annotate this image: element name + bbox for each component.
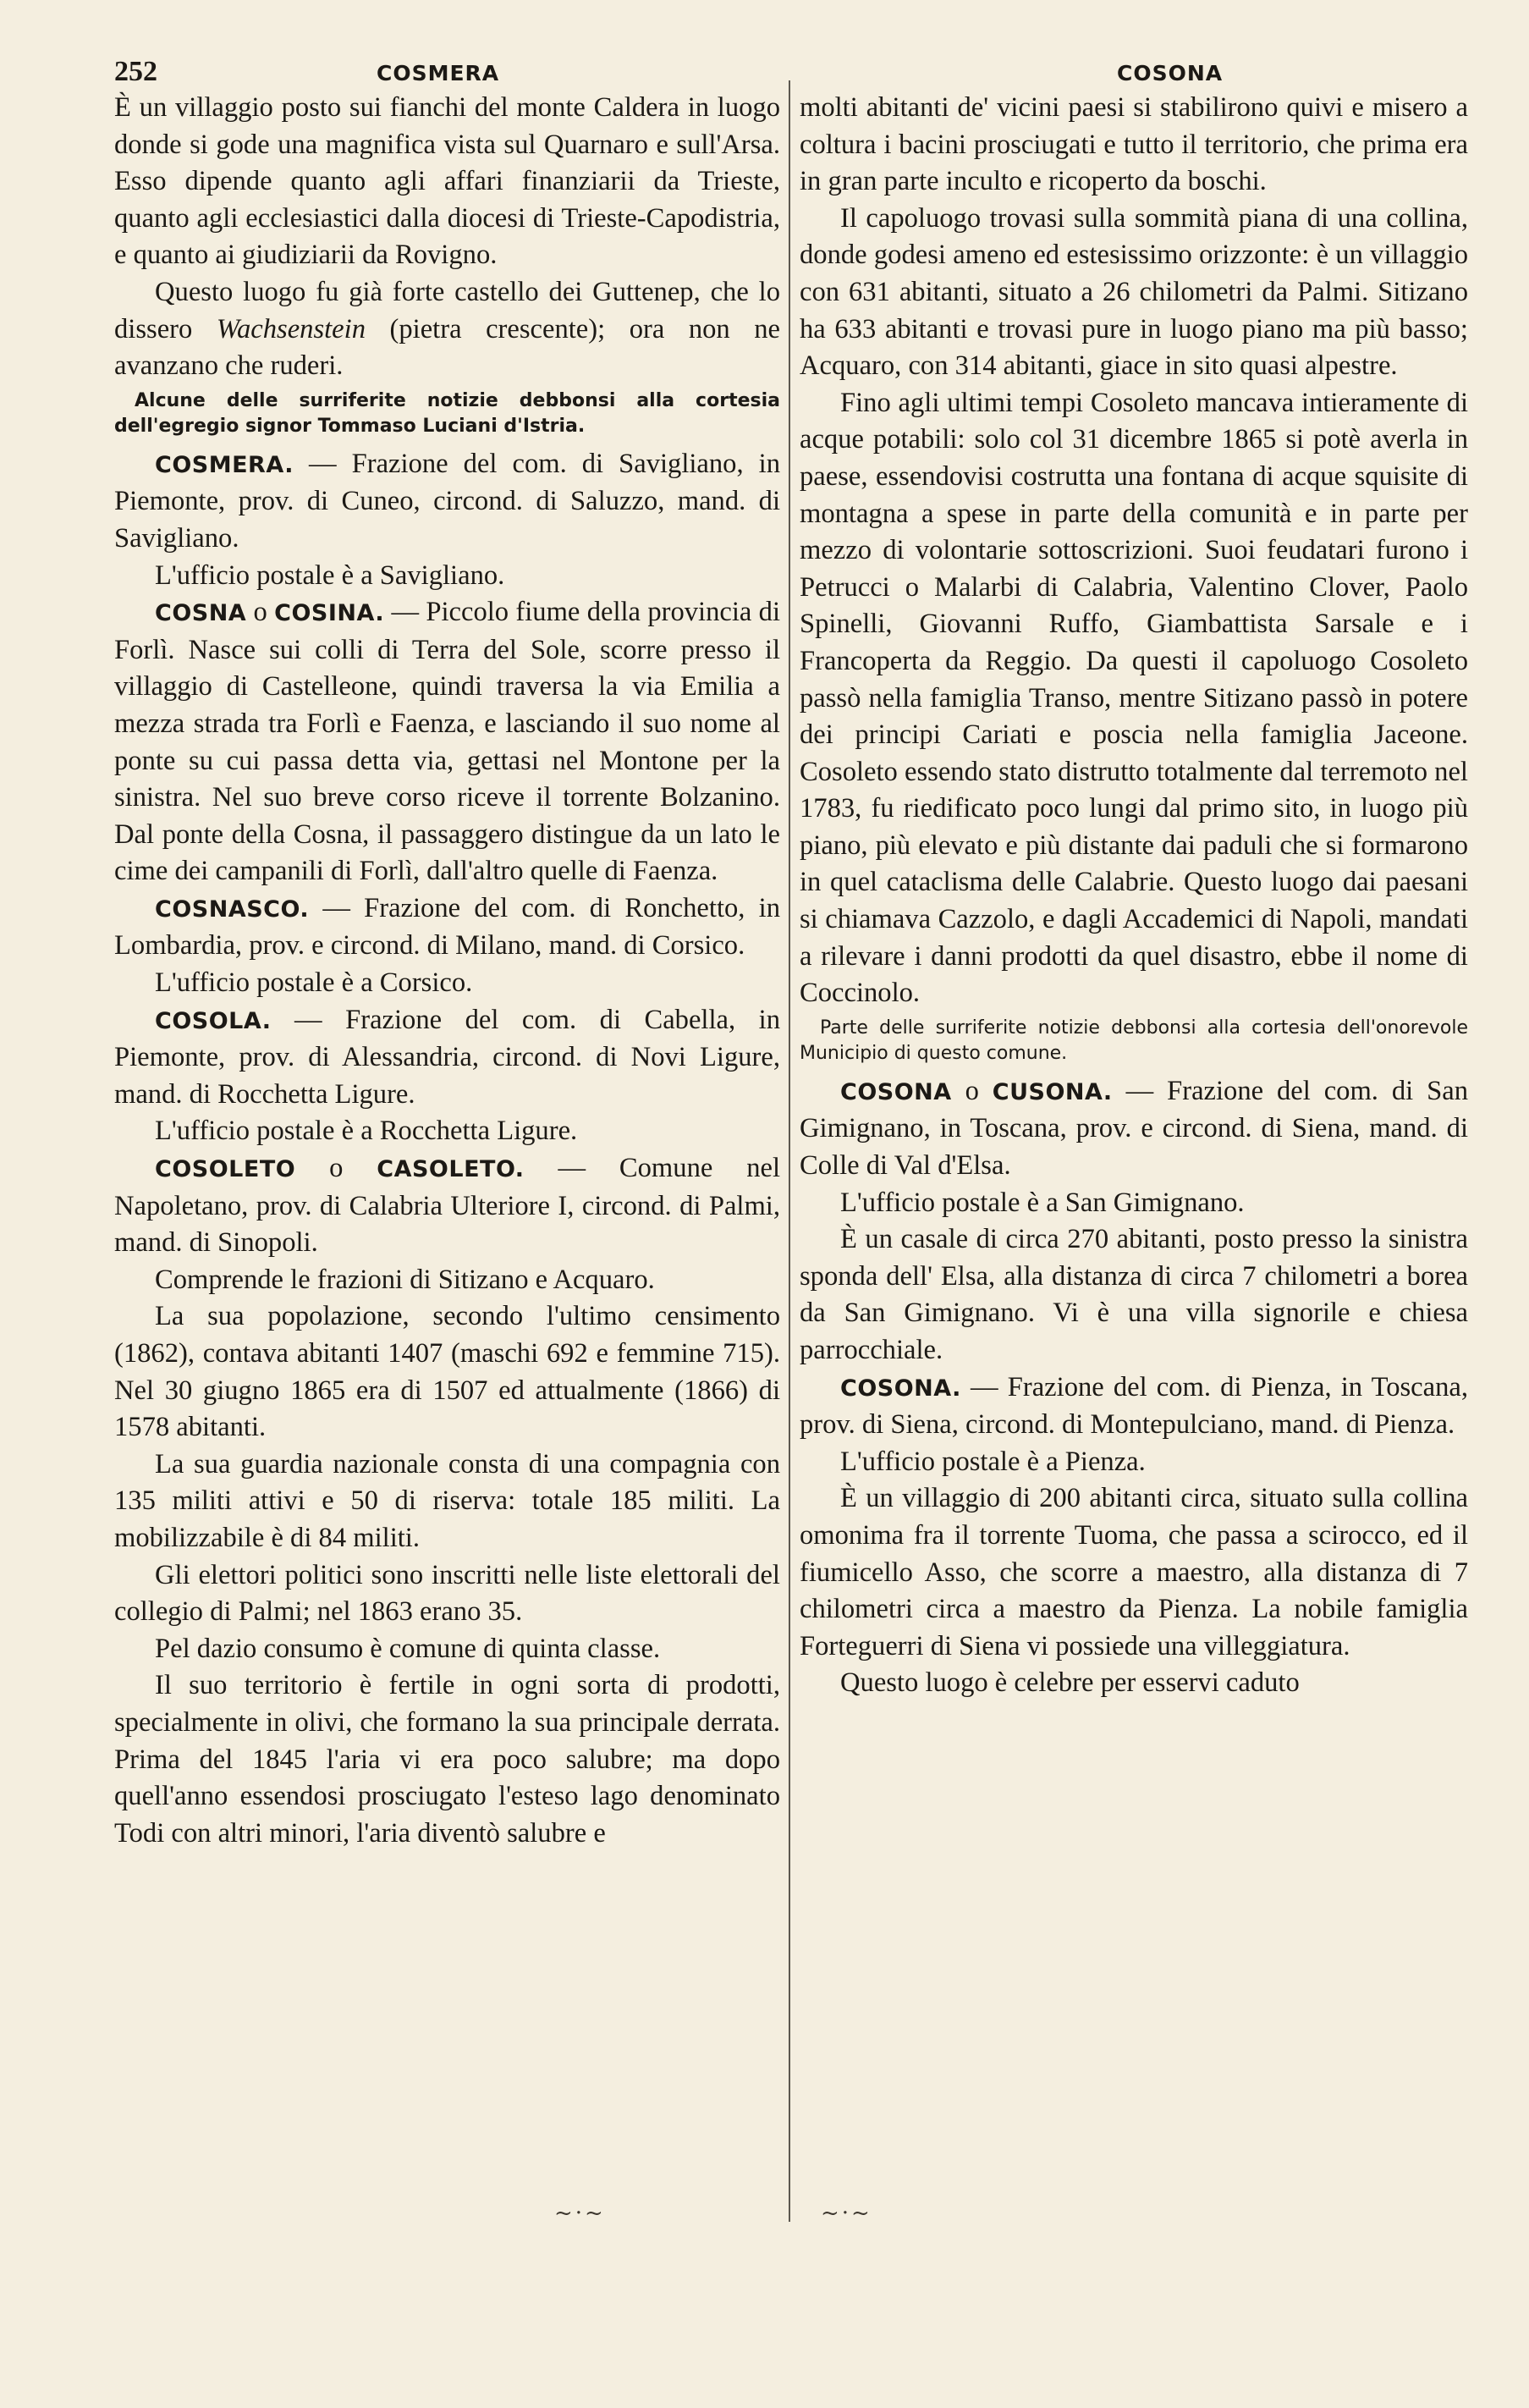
entry-cosoleto (114, 1150, 780, 1262)
paragraph: È un casale di circa 270 abitanti, posto presso la sinistra sponda dell' Elsa, alla distanza di circa 7 chilometri a borea da San Gimignano. Vi è una villa signorile e chiesa parrocchiale. (800, 1224, 1468, 1365)
entry-text: — Frazione del com. di San Gimignano, in Toscana, prov. e circond. di Siena, mand. di Colle di Val d'Elsa. (800, 1075, 1468, 1182)
paragraph: L'ufficio postale è a Rocchetta Ligure. (155, 1116, 578, 1147)
paragraph: La sua popolazione, secondo l'ultimo censimento (1862), contava abitanti 1407 (maschi 692 e femmine 715). Nel 30 giugno 1865 era di 1507 ed attualmente (1866) di 1578 abitanti. (114, 1301, 780, 1443)
left-column (114, 90, 780, 2197)
entry-heading: COSNASCO. (155, 895, 310, 923)
entry-heading: COSOLETO (155, 1156, 296, 1183)
entry-text: — Frazione del com. di Cabella, in Piemonte, prov. di Alessandria, circond. di Novi Ligure, mand. di Rocchetta Ligure. (114, 1004, 780, 1110)
paragraph: L'ufficio postale è a Corsico. (155, 967, 473, 999)
entry-heading-alt: CUSONA. (992, 1078, 1113, 1105)
paragraph (114, 274, 780, 385)
paragraph: Il capoluogo trovasi sulla sommità piana di una collina, donde godesi ameno ed estesissimo orizzonte: è un villaggio con 631 abitanti, situato a 26 chilometri da Palmi. Sitizano ha 633 abitanti e trovasi pure in luogo piano ma più basso; Acquaro, con 314 abitanti, giace in sito quasi alpestre. (800, 202, 1468, 382)
right-running-title: COSONA (1117, 61, 1224, 85)
paragraph: È un villaggio posto sui fianchi del monte Caldera in luogo donde si gode una magnifica vista sul Quarnaro e sull'Arsa. Esso dipende quanto agli affari finanziarii da Trieste, quanto agli ecclesiastici dalla diocesi di Trieste-Capodistria, e quanto ai giudiziarii da Rovigno. (114, 92, 780, 271)
right-column (800, 90, 1468, 2197)
entry-cosona-pienza (800, 1369, 1468, 1444)
text-run: o (951, 1075, 993, 1106)
paragraph: L'ufficio postale è a Savigliano. (155, 559, 505, 591)
text-run: o (246, 597, 275, 628)
entry-heading: COSNA (155, 600, 247, 627)
entry-text: — Frazione del com. di Ronchetto, in Lombardia, prov. e circond. di Milano, mand. di Corsico. (114, 892, 780, 962)
paragraph: molti abitanti de' vicini paesi si stabilirono quivi e misero a coltura i bacini prosciugati e tutto il territorio, che prima era in gran parte inculto e ricoperto da boschi. (800, 92, 1468, 197)
paragraph: Comprende le frazioni di Sitizano e Acquaro. (155, 1264, 655, 1295)
entry-text: — Piccolo fiume della provincia di Forlì. Nasce sui colli di Terra del Sole, scorre presso il villaggio di Castelleone, quindi traversa la via Emilia a mezza strada tra Forlì e Faenza, e lasciando il suo nome al ponte su cui passa detta via, gettasi nel Montone per la sinistra. Nel suo breve corso riceve il torrente Bolzanino. Dal ponte della Cosna, il passaggero distingue da un lato le cime dei campanili di Forlì, dall'altro quelle di Faenza. (114, 597, 780, 887)
entry-text: — Frazione del com. di Pienza, in Toscana, prov. di Siena, circond. di Montepulciano, mand. di Pienza. (800, 1371, 1468, 1441)
paragraph: Il suo territorio è fertile in ogni sorta di prodotti, specialmente in olivi, che formano la sua principale derrata. Prima del 1845 l'aria vi era poco salubre; ma dopo quell'anno essendosi prosciugato l'esteso lago denominato Todi con altri minori, l'aria diventò salubre e (114, 1670, 780, 1849)
paragraph: È un villaggio di 200 abitanti circa, situato sulla collina omonima fra il torrente Tuoma, che passa a scirocco, ed il fiumicello Asso, che scorre a maestro, alla distanza di 7 chilometri circa a maestro da Pienza. La nobile famiglia Forteguerri di Siena vi possiede una villeggiatura. (800, 1483, 1468, 1661)
entry-text: — Frazione del com. di Savigliano, in Piemonte, prov. di Cuneo, circond. di Saluzzo, mand. di Savigliano. (114, 448, 780, 554)
entry-heading-alt: COSINA. (274, 600, 385, 627)
printer-ornament-icon: ~·~ (821, 2201, 872, 2226)
entry-heading: COSOLA. (155, 1007, 272, 1034)
entry-cosmera (114, 446, 780, 558)
paragraph: L'ufficio postale è a Pienza. (840, 1446, 1146, 1477)
paragraph: Questo luogo è celebre per esservi caduto (840, 1667, 1300, 1699)
entry-heading: COSONA. (840, 1375, 961, 1402)
text-run: o (295, 1153, 377, 1184)
paragraph: L'ufficio postale è a San Gimignano. (840, 1187, 1245, 1218)
footnote: Alcune delle surriferite notizie debbonsi alla cortesia dell'egregio signor Tommaso Luciani d'Istria. (114, 389, 780, 437)
entry-cosna (114, 594, 780, 890)
printer-ornament-icon: ~·~ (554, 2201, 606, 2226)
entry-heading: COSONA (840, 1078, 952, 1105)
column-divider (789, 80, 790, 2222)
page-number: 252 (114, 56, 157, 87)
paragraph: La sua guardia nazionale consta di una compagnia con 135 militi attivi e 50 di riserva: totale 185 militi. La mobilizzabile è di 84 militi. (114, 1448, 780, 1553)
italic-term: Wachsenstein (216, 313, 366, 344)
left-running-title: COSMERA (377, 61, 500, 85)
paragraph: Fino agli ultimi tempi Cosoleto mancava intieramente di acque potabili: solo col 31 dicembre 1865 si potè averla in paese, essendovisi costrutta una fontana di acque squisite di montagna a spese in parte della comunità e in parte per mezzo di volontarie sottoscrizioni. Suoi feudatari furono i Petrucci o Malarbi di Calabria, Valentino Clover, Paolo Spinelli, Giovanni Ruffo, Giambattista Sarsale e i Francoperta da Reggio. Da questi il capoluogo Cosoleto passò nella famiglia Transo, mentre Sitizano passò in potere dei principi Cariati e poscia nella famiglia Jaceone. Cosoleto essendo stato distrutto totalmente dal terremoto nel 1783, fu riedificato poco lungi dal primo sito, in luogo più piano, più elevato e più distante dai paduli che si formarono in quel cataclisma delle Calabrie. Questo luogo dai paesani si chiamava Cazzolo, e dagli Accademici di Napoli, mandati a rilevare i danni prodotti da quel disastro, ebbe il nome di Coccinolo. (800, 387, 1468, 1009)
entry-cosola (114, 1002, 780, 1114)
footnote: Parte delle surriferite notizie debbonsi alla cortesia dell'onorevole Municipio di questo comune. (800, 1017, 1468, 1064)
text-run: Questo luogo fu già forte castello dei Guttenep, che lo dissero (114, 276, 780, 344)
entry-heading-alt: CASOLETO. (377, 1156, 525, 1183)
paragraph: Gli elettori politici sono inscritti nelle liste elettorali del collegio di Palmi; nel 1863 erano 35. (114, 1559, 780, 1628)
right-page-header (800, 49, 1472, 91)
entry-cosona-san-gimignano (800, 1073, 1468, 1185)
entry-text: — Comune nel Napoletano, prov. di Calabria Ulteriore I, circond. di Palmi, mand. di Sinopoli. (114, 1153, 780, 1259)
left-page-header (114, 49, 783, 91)
text-run: (pietra crescente); ora non ne avanzano che ruderi. (114, 313, 780, 382)
entry-cosnasco (114, 890, 780, 965)
paragraph: Pel dazio consumo è comune di quinta classe. (155, 1633, 661, 1664)
entry-heading: COSMERA. (155, 451, 294, 478)
